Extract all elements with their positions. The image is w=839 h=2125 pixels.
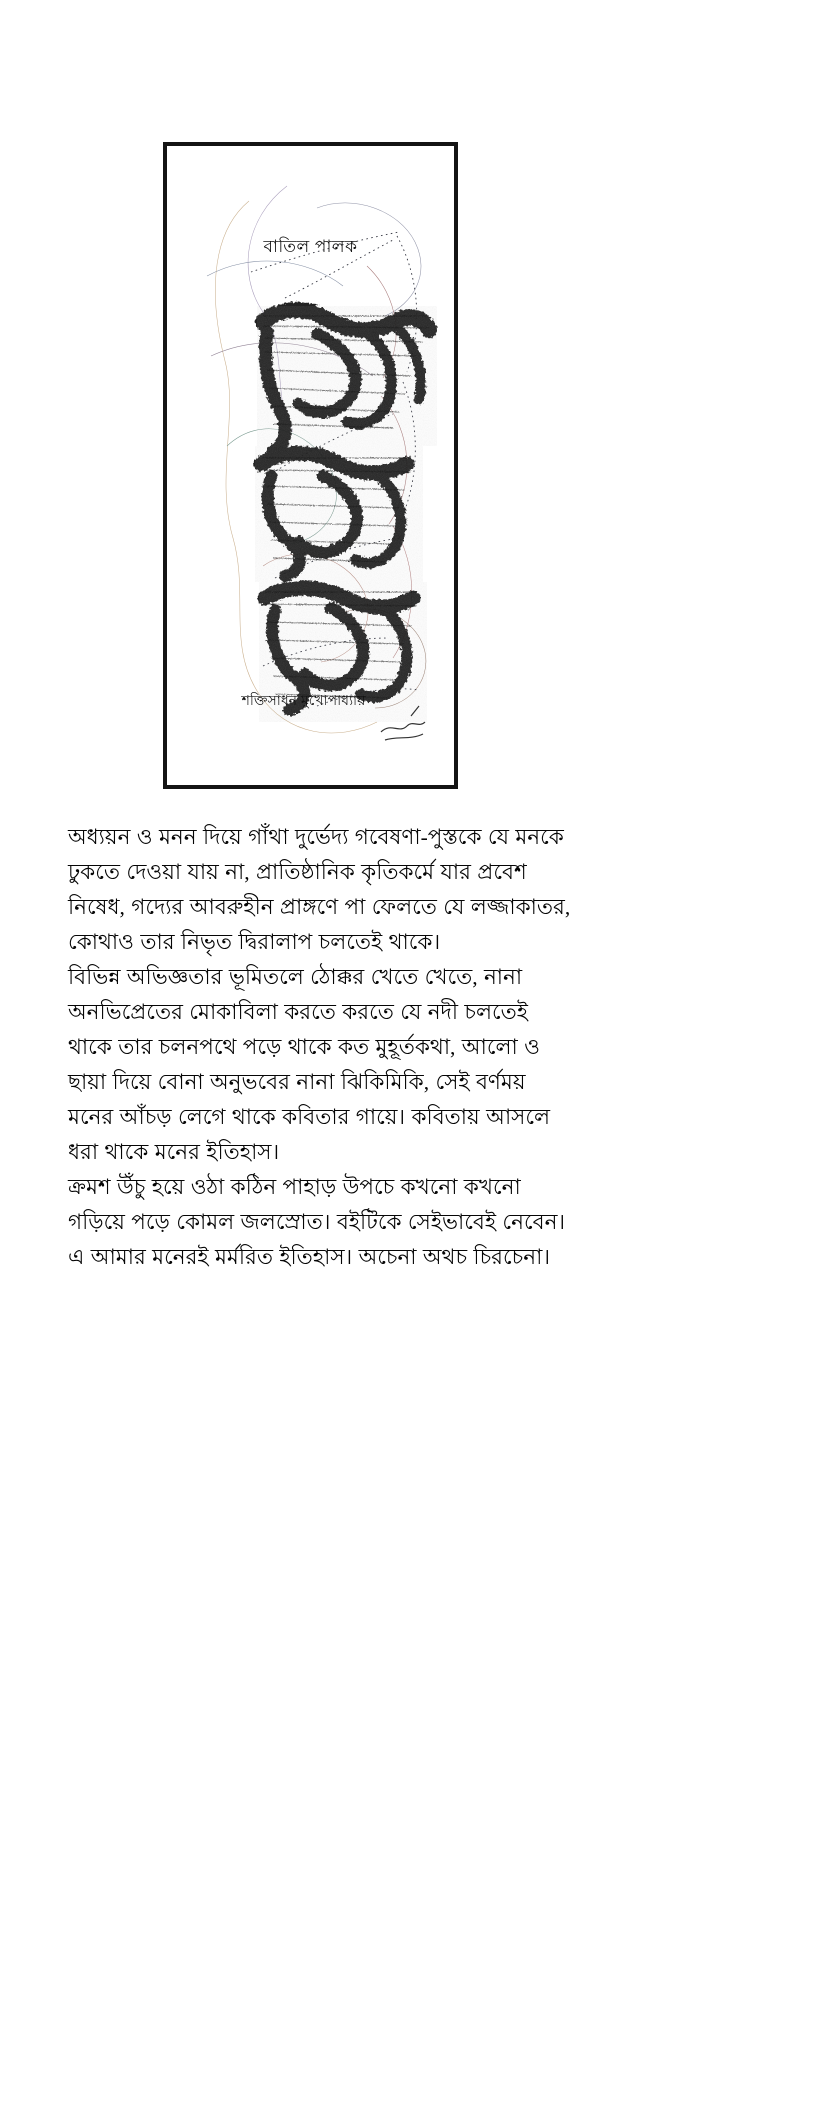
book-cover-frame	[163, 142, 458, 789]
paragraph-1: অধ্যয়ন ও মনন দিয়ে গাঁথা দুর্ভেদ্য গবেষণা-পুস্তকে যে মনকে ঢুকতে দেওয়া যায় না, প্রাতিষ্ঠানিক কৃতিকর্মে যার প্রবেশ নিষেধ, গদ্যের আবরুহীন প্রাঙ্গণে পা ফেলতে যে লজ্জাকাতর, কোথাও তার নিভৃত দ্বিরালাপ চলতেই থাকে।	[68, 825, 571, 954]
body-text-block	[68, 820, 573, 1275]
cover-series-label: বাতিল পালক	[263, 237, 358, 256]
cover-author-label: শক্তিসাধন মুখোপাধ্যায়	[241, 692, 366, 708]
paragraph-2: বিভিন্ন অভিজ্ঞতার ভূমিতলে ঠোক্কর খেতে খেতে, নানা অনভিপ্রেতের মোকাবিলা করতে করতে যে নদী চলতেই থাকে তার চলনপথে পড়ে থাকে কত মুহূর্তকথা, আলো ও ছায়া দিয়ে বোনা অনুভবের নানা ঝিকিমিকি, সেই বর্ণময় মনের আঁচড় লেগে থাকে কবিতার গায়ে। কবিতায় আসলে ধরা থাকে মনের ইতিহাস।	[68, 965, 551, 1164]
paragraph-3: ক্রমশ উঁচু হয়ে ওঠা কঠিন পাহাড় উপচে কখনো কখনো গড়িয়ে পড়ে কোমল জলস্রোত। বইটিকে সেইভাবেই নেবেন। এ আমার মনেরই মর্মরিত ইতিহাস। অচেনা অথচ চিরচেনা।	[68, 1175, 566, 1269]
cover-artwork	[167, 146, 454, 785]
book-cover-image	[163, 142, 458, 789]
